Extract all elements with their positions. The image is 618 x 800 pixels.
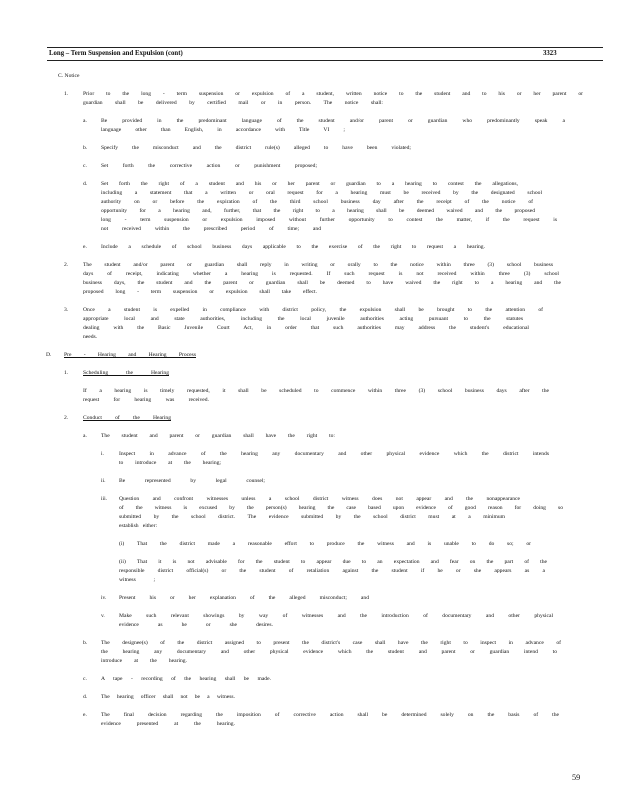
list-marker: 3.	[64, 307, 69, 313]
text-line: Be provided in the predominant language of the student and/or parent or guardian who predominantly speak a	[101, 118, 565, 124]
header-title: Long – Term Suspension and Expulsion (cont)	[49, 50, 183, 57]
list-marker: iii.	[101, 496, 108, 502]
list-marker: b.	[83, 145, 88, 151]
text-line: days of receipt, indicating whether a hearing is requested. If such request is not received within three (3) school	[83, 271, 559, 277]
text-line: Inspect in advance of the hearing any documentary and other physical evidence which the district intends	[119, 451, 549, 457]
text-line: evidence as he or she desires.	[119, 622, 273, 628]
list-marker: b.	[83, 640, 88, 646]
list-marker: d.	[83, 181, 88, 187]
text-line: to introduce at the hearing;	[119, 460, 221, 466]
policy-number: 3323	[543, 50, 557, 57]
page-header	[47, 47, 603, 61]
text-line: responsible district official(s) or the student of retaliation against the student if he or she appears as a	[119, 568, 545, 574]
text-line: Set forth the corrective action or punishment proposed;	[101, 163, 317, 169]
list-marker: c.	[83, 676, 87, 682]
text-line: guardian shall be delivered by certified mail or in person. The notice shall:	[83, 100, 383, 106]
text-line: Pre - Hearing and Hearing Process	[64, 352, 196, 358]
list-marker: 2.	[64, 415, 69, 421]
text-line: not received within the prescribed period of time; and	[101, 226, 321, 232]
text-line: evidence presented at the hearing.	[101, 721, 235, 727]
text-line: establish either:	[119, 523, 157, 529]
text-line: the hearing any documentary and other physical evidence which the student and parent or guardian intend to	[101, 649, 557, 655]
text-line: Once a student is expelled in compliance with district policy, the expulsion shall be brought to the attention of	[83, 307, 543, 313]
text-line: C. Notice	[58, 73, 80, 79]
list-marker: d.	[83, 694, 88, 700]
text-line: business days, the student and the parent or guardian shall be deemed to have waived the right to a hearing and the	[83, 280, 561, 286]
list-marker: c.	[83, 163, 87, 169]
text-line: The student and/or parent or guardian shall reply in writing or orally to the notice within three (3) school business	[83, 262, 553, 268]
text-line: of the witness is excused by the person(s) hearing the case based upon evidence of good reason for doing so	[119, 505, 563, 511]
text-line: The student and parent or guardian shall have the right to:	[101, 433, 335, 439]
text-line: A tape - recording of the hearing shall be made.	[101, 676, 271, 682]
list-marker: i.	[101, 451, 104, 457]
text-line: Scheduling the Hearing	[83, 370, 169, 376]
text-line: Be represented by legal counsel;	[119, 478, 265, 484]
text-line: request for hearing was received.	[83, 397, 209, 403]
text-line: Question and confront witnesses unless a school district witness does not appear and the nonappearance	[119, 496, 520, 502]
text-line: Prior to the long - term suspension or expulsion of a student, written notice to the student and to his or her parent or	[83, 91, 583, 97]
text-line: proposed long - term suspension or expulsion shall take effect.	[83, 289, 317, 295]
text-line: (i) That the district made a reasonable effort to produce the witness and is unable to do so; or	[119, 541, 531, 547]
list-marker: 2.	[64, 262, 69, 268]
text-line: language other than English, in accordance with Title VI ;	[101, 127, 345, 133]
text-line: The final decision regarding the imposition of corrective action shall be determined solely on the basis of the	[101, 712, 559, 718]
text-line: authority on or before the expiration of the third school business day after the receipt of the notice of	[101, 199, 533, 205]
list-marker: a.	[83, 118, 87, 124]
list-marker: D.	[46, 352, 52, 358]
text-line: Specify the misconduct and the district rule(s) alleged to have been violated;	[101, 145, 411, 151]
list-marker: v.	[101, 613, 105, 619]
text-line: needs.	[83, 334, 98, 340]
text-line: including a statement that a written or oral request for a hearing must be received by the designated school	[101, 190, 542, 196]
text-line: witness ;	[119, 577, 155, 583]
text-line: The hearing officer shall not be a witness.	[101, 694, 235, 700]
page-number: 59	[572, 773, 581, 782]
list-marker: 1.	[64, 370, 69, 376]
text-line: introduce at the hearing.	[101, 658, 187, 664]
text-line: appropriate local and state authorities, including the local juvenile authorities acting pursuant to the statutes	[83, 316, 523, 322]
text-line: Conduct of the Hearing	[83, 415, 171, 421]
text-line: Include a schedule of school business days applicable to the exercise of the right to request a hearing.	[101, 244, 485, 250]
list-marker: e.	[83, 244, 87, 250]
text-line: Set forth the right of a student and his or her parent or guardian to a hearing to contest the allegations,	[101, 181, 518, 187]
text-line: If a hearing is timely requested, it shall be scheduled to commence within three (3) school business days after the	[83, 388, 549, 394]
text-line: opportunity for a hearing and, further, that the right to a hearing shall be deemed waived and the proposed	[101, 208, 535, 214]
text-line: dealing with the Basic Juvenile Court Act, in order that such authorities may address the student's educational	[83, 325, 529, 331]
text-line: (ii) That it is not advisable for the student to appear due to an expectation and fear on the part of the	[119, 559, 547, 565]
list-marker: 1.	[64, 91, 69, 97]
list-marker: e.	[83, 712, 87, 718]
list-marker: a.	[83, 433, 87, 439]
text-line: submitted by the school district. The evidence submitted by the school district must at a minimum	[119, 514, 505, 520]
text-line: Present his or her explanation of the alleged misconduct; and	[119, 595, 369, 601]
text-line: Make such relevant showings by way of witnesses and the introduction of documentary and other physical	[119, 613, 553, 619]
list-marker: iv.	[101, 595, 107, 601]
list-marker: ii.	[101, 478, 106, 484]
text-line: The designee(s) of the district assigned to present the district's case shall have the right to inspect in advance of	[101, 640, 561, 646]
text-line: long - term suspension or expulsion imposed without further opportunity to contest the matter, if the request is	[101, 217, 557, 223]
